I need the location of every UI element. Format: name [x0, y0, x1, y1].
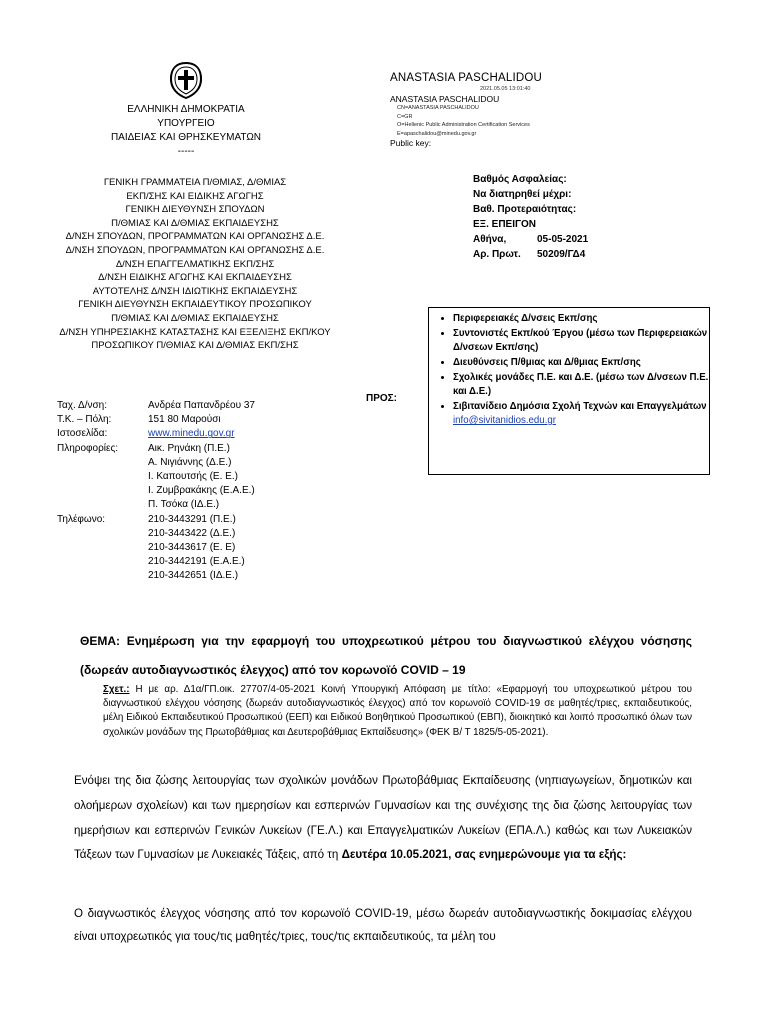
signature-o: O=Hellenic Public Administration Certification Services — [397, 122, 530, 128]
city-label: Τ.Κ. – Πόλη: — [57, 414, 112, 426]
info-label: Πληροφορίες: — [57, 442, 119, 454]
signer-name-secondary: ANASTASIA PASCHALIDOU — [390, 94, 500, 104]
reference-paragraph — [103, 683, 692, 740]
priority-level: Βαθ. Προτεραιότητας: — [473, 204, 577, 215]
department-line: ΓΕΝΙΚΗ ΓΡΑΜΜΑΤΕΙΑ Π/ΘΜΙΑΣ, Δ/ΘΜΙΑΣ — [103, 177, 287, 188]
department-line: ΓΕΝΙΚΗ ΔΙΕΥΘΥΝΣΗ ΕΚΠΑΙΔΕΥΤΙΚΟΥ ΠΡΟΣΩΠΙΚΟΥ — [78, 299, 312, 311]
signature-cn: CN=ANASTASIA PASCHALIDOU — [397, 105, 479, 111]
department-line: Π/ΘΜΙΑΣ ΚΑΙ Δ/ΘΜΙΑΣ ΕΚΠΑΙΔΕΥΣΗΣ — [111, 217, 279, 229]
info-contact: Ι. Ζυμβρακάκης (Ε.Α.Ε.) — [148, 485, 255, 497]
reference-label: Σχετ.: — [103, 684, 130, 695]
department-line: Δ/ΝΣΗ ΣΠΟΥΔΩΝ, ΠΡΟΓΡΑΜΜΑΤΩΝ ΚΑΙ ΟΡΓΑΝΩΣΗΣ Δ.Ε. — [65, 231, 325, 243]
security-level: Βαθμός Ασφαλείας: — [473, 174, 567, 185]
contact-info — [57, 399, 255, 584]
signer-name: ANASTASIA PASCHALIDOU — [390, 72, 543, 84]
document-meta — [473, 172, 588, 262]
ministry-header — [86, 103, 286, 159]
retain-until: Να διατηρηθεί μέχρι: — [473, 189, 572, 200]
paragraph-1-end: , σας ενημερώνουμε για τα εξής: — [448, 848, 627, 862]
department-line: ΑΥΤΟΤΕΛΗΣ Δ/ΝΣΗ ΙΔΙΩΤΙΚΗΣ ΕΚΠΑΙΔΕΥΣΗΣ — [92, 285, 298, 297]
protocol-number: 50209/ΓΔ4 — [537, 249, 586, 260]
phone-number: 210-3443291 (Π.Ε.) — [148, 513, 236, 525]
website-link[interactable]: www.minedu.gov.gr — [148, 428, 235, 440]
recipient-item: • Σχολικές μονάδες Π.Ε. και Δ.Ε. (μέσω των Δ/νσεων Π.Ε. και Δ.Ε.) — [453, 371, 709, 399]
signature-public-key: Public key: — [390, 138, 432, 148]
department-line: Π/ΘΜΙΑΣ ΚΑΙ Δ/ΘΜΙΑΣ ΕΚΠΑΙΔΕΥΣΗΣ — [111, 312, 279, 324]
recipients-box — [428, 307, 710, 475]
signature-c: C=GR — [397, 113, 413, 120]
ministry-line: ----- — [177, 146, 195, 157]
body-paragraph-1 — [74, 769, 692, 868]
paragraph-1-date: Δευτέρα 10.05.2021 — [341, 848, 449, 862]
city-value: 151 80 Μαρούσι — [148, 414, 221, 426]
department-line: Δ/ΝΣΗ ΥΠΗΡΕΣΙΑΚΗΣ ΚΑΤΑΣΤΑΣΗΣ ΚΑΙ ΕΞΕΛΙΞΗΣ ΕΚΠ/ΚΟΥ — [59, 326, 331, 338]
city-label: Αθήνα, — [473, 234, 507, 245]
recipient-item: • Σιβιτανίδειο Δημόσια Σχολή Τεχνών και Επαγγελμάτων — [453, 400, 709, 414]
phone-label: Τηλέφωνο: — [57, 513, 106, 525]
department-line: ΠΡΟΣΩΠΙΚΟΥ Π/ΘΜΙΑΣ ΚΑΙ Δ/ΘΜΙΑΣ ΕΚΠ/ΣΗΣ — [91, 340, 299, 352]
recipient-email-link[interactable]: info@sivitanidios.edu.gr — [453, 415, 556, 426]
body-paragraph-2: Ο διαγνωστικός έλεγχος νόσησης από τον κορωνοϊό COVID-19, μέσω δωρεάν αυτοδιαγνωστικής δοκιμασίας ελέγχου είναι υποχρεωτικός για τους/τις μαθητές/τριες, τους/τις εκπαιδευτικούς, τα μέλη του — [74, 907, 692, 943]
recipients-label: ΠΡΟΣ: — [366, 393, 398, 404]
ministry-line: ΠΑΙΔΕΙΑΣ ΚΑΙ ΘΡΗΣΚΕΥΜΑΤΩΝ — [110, 132, 262, 143]
info-contact: Π. Τσόκα (ΙΔ.Ε.) — [148, 499, 220, 511]
department-line: ΓΕΝΙΚΗ ΔΙΕΥΘΥΝΣΗ ΣΠΟΥΔΩΝ — [125, 204, 265, 216]
website-label: Ιστοσελίδα: — [57, 428, 108, 440]
document-subject: ΘΕΜΑ: Ενημέρωση για την εφαρμογή του υποχρεωτικού μέτρου του διαγνωστικού ελέγχου νόσησης (δωρεάν αυτοδιαγνωστικός έλεγχος) από τον κορωνοϊό COVID – 19 — [80, 634, 692, 677]
phone-number: 210-3442191 (Ε.Α.Ε.) — [148, 556, 245, 568]
phone-number: 210-3442651 (ΙΔ.Ε.) — [148, 570, 239, 582]
reference-text: Η με αρ. Δ1α/ΓΠ.οικ. 27707/4-05-2021 Κοινή Υπουργική Απόφαση με τίτλο: «Εφαρμογή του υποχρεωτικού μέτρου του διαγνωστικού ελέγχου νόσησης (δωρεάν αυτοδιαγνωστικός έλεγχος) από τον κορωνοϊό COVID-19 σε μαθητές/τριες, εκπαιδευτικούς, μέλη Ειδικού Εκπαιδευτικού Προσωπικού (ΕΕΠ) και Ειδικού Βοηθητικού Προσωπικού (ΕΒΠ), διοικητικό και λοιπό προσωπικό όλων των σχολικών μονάδων της Πρωτοβάθμιας και Δευτεροβάθμιας Εκπαίδευσης» (ΦΕΚ Β/ Τ 1825/5-05-2021). — [103, 684, 692, 738]
paragraph-1-text: Ενόψει της δια ζώσης λειτουργίας των σχολικών μονάδων Πρωτοβάθμιας Εκπαίδευσης (νηπιαγωγείων, δημοτικών και ολοήμερων σχολείων) και των ημερησίων και εσπερινών Γυμνασίων και της συνέχισης της δια ζώσης λειτουργίας των ημερήσιων και εσπερινών Γενικών Λυκείων (ΓΕ.Λ.) και Επαγγελματικών Λυκείων (ΕΠΑ.Λ.) καθώς και των Λυκειακών Τάξεων των Γυμνασίων με Λυκειακές Τάξεις, από τη — [74, 774, 692, 862]
recipients-list — [429, 312, 709, 414]
department-line: ΕΚΠ/ΣΗΣ ΚΑΙ ΕΙΔΙΚΗΣ ΑΓΩΓΗΣ — [126, 190, 264, 202]
phone-number: 210-3443617 (Ε. Ε) — [148, 542, 236, 554]
address-label: Ταχ. Δ/νση: — [57, 400, 108, 411]
signature-e: E=apaschalidou@minedu.gov.gr — [397, 130, 477, 137]
protocol-label: Αρ. Πρωτ. — [473, 249, 521, 260]
departments-list — [30, 176, 360, 353]
info-contact: Ι. Καπουτσής (Ε. Ε.) — [148, 471, 238, 483]
signature-timestamp: 2021.05.05 13:01:40 — [480, 86, 531, 92]
urgent-label: ΕΞ. ΕΠΕΙΓΟΝ — [473, 219, 537, 230]
recipient-item: • Συντονιστές Εκπ/κού Έργου (μέσω των Περιφερειακών Δ/νσεων Εκπ/σης) — [453, 327, 709, 355]
recipient-item: • Περιφερειακές Δ/νσεις Εκπ/σης — [453, 312, 709, 326]
greek-coat-of-arms-icon — [166, 60, 206, 100]
info-contact: Α. Νιγιάννης (Δ.Ε.) — [148, 456, 232, 468]
digital-signature — [390, 72, 542, 148]
recipient-item: • Διευθύνσεις Π/θμιας και Δ/θμιας Εκπ/σης — [453, 356, 709, 370]
ministry-line: ΕΛΛΗΝΙΚΗ ΔΗΜΟΚΡΑΤΙΑ — [127, 104, 245, 115]
phone-number: 210-3443422 (Δ.Ε.) — [148, 527, 236, 539]
ministry-line: ΥΠΟΥΡΓΕΙΟ — [157, 118, 215, 129]
protocol-row — [473, 247, 588, 262]
info-contact: Αικ. Ρηνάκη (Π.Ε.) — [148, 442, 230, 454]
department-line: Δ/ΝΣΗ ΕΙΔΙΚΗΣ ΑΓΩΓΗΣ ΚΑΙ ΕΚΠΑΙΔΕΥΣΗΣ — [98, 272, 292, 284]
address-value: Ανδρέα Παπανδρέου 37 — [148, 400, 255, 411]
department-line: Δ/ΝΣΗ ΣΠΟΥΔΩΝ, ΠΡΟΓΡΑΜΜΑΤΩΝ ΚΑΙ ΟΡΓΑΝΩΣΗΣ Δ.Ε. — [65, 244, 325, 256]
department-line: Δ/ΝΣΗ ΕΠΑΓΓΕΛΜΑΤΙΚΗΣ ΕΚΠ/ΣΗΣ — [115, 258, 275, 270]
date-row — [473, 232, 588, 247]
document-date: 05-05-2021 — [537, 234, 589, 245]
